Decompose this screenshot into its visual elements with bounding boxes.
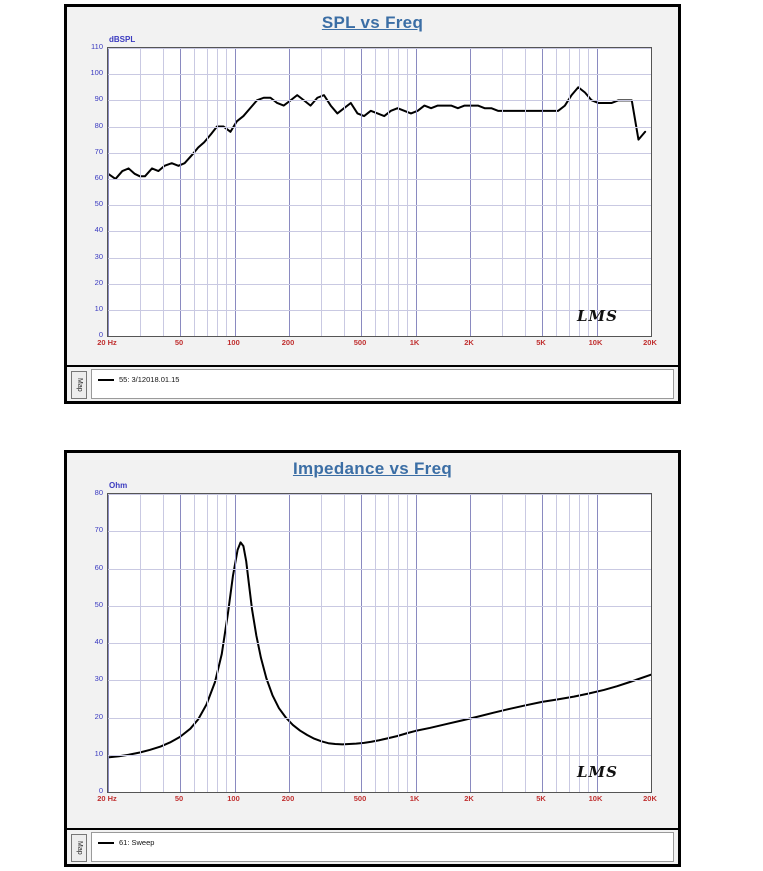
y-axis-tick-label: 30 xyxy=(94,674,103,684)
gridline-vertical xyxy=(207,48,208,336)
gridline-vertical-major xyxy=(289,48,290,336)
gridline-vertical xyxy=(407,48,408,336)
gridline-vertical-major xyxy=(597,48,598,336)
y-axis-tick-label: 0 xyxy=(98,786,103,795)
y-axis-tick-label: 70 xyxy=(94,525,103,535)
y-axis-tick-label: 40 xyxy=(94,637,103,646)
gridline-horizontal xyxy=(108,755,651,756)
gridline-horizontal xyxy=(108,100,651,101)
gridline-vertical xyxy=(588,48,589,336)
gridline-horizontal xyxy=(108,74,651,75)
x-axis-tick-label: 10K xyxy=(588,338,603,347)
gridline-horizontal xyxy=(108,284,651,285)
spl-legend-bar xyxy=(67,365,678,401)
x-axis-tick-label: 100 xyxy=(227,794,240,803)
gridline-vertical xyxy=(502,48,503,336)
impedance-legend-entry-label: 61: Sweep xyxy=(119,838,155,847)
spl-legend-entry-label: 55: 3/12018.01.15 xyxy=(119,375,180,384)
impedance-legend-box xyxy=(91,832,674,862)
x-axis-tick-label: 2K xyxy=(464,794,474,803)
spl-plot-canvas xyxy=(107,47,652,337)
data-series-line xyxy=(108,542,651,757)
y-axis-tick-label: 0 xyxy=(98,330,103,339)
y-axis-tick-label: 70 xyxy=(94,146,103,156)
x-axis-tick-label: 50 xyxy=(174,794,184,803)
y-axis-tick-label: 20 xyxy=(94,711,103,721)
x-axis-tick-label: 1K xyxy=(409,794,420,803)
impedance-legend-swatch-icon xyxy=(98,842,114,844)
y-axis-tick-label: 10 xyxy=(94,303,103,313)
gridline-horizontal xyxy=(108,179,651,180)
x-axis-tick-label: 200 xyxy=(281,338,295,347)
y-axis-tick-label: 60 xyxy=(94,562,103,572)
impedance-plot-canvas xyxy=(107,493,652,793)
gridline-vertical xyxy=(398,48,399,336)
impedance-legend-bar xyxy=(67,828,678,864)
y-axis-tick-label: 100 xyxy=(90,68,103,78)
impedance-chart-title: Impedance vs Freq xyxy=(292,459,453,478)
x-axis-tick-label: 50 xyxy=(174,338,184,347)
spl-chart-panel xyxy=(64,4,681,404)
gridline-vertical xyxy=(217,48,218,336)
gridline-horizontal xyxy=(108,127,651,128)
impedance-legend-entry xyxy=(98,838,154,847)
gridline-vertical xyxy=(569,48,570,336)
gridline-horizontal xyxy=(108,153,651,154)
x-axis-tick-label: 20K xyxy=(643,794,657,803)
y-axis-tick-label: 50 xyxy=(94,599,103,609)
gridline-vertical xyxy=(525,48,526,336)
y-axis-tick-label: 10 xyxy=(94,748,103,758)
gridline-vertical-major xyxy=(108,48,109,336)
impedance-chart-panel xyxy=(64,450,681,867)
impedance-plot-area xyxy=(67,481,678,816)
gridline-vertical xyxy=(556,48,557,336)
y-axis-tick-label: 50 xyxy=(94,199,103,209)
gridline-horizontal xyxy=(108,48,651,49)
impedance-y-unit-label: Ohm xyxy=(109,481,128,490)
impedance-map-button[interactable]: Map xyxy=(71,834,87,862)
gridline-vertical-major xyxy=(542,48,543,336)
y-axis-tick-label: 80 xyxy=(94,120,103,130)
gridline-horizontal xyxy=(108,718,651,719)
gridline-vertical xyxy=(344,48,345,336)
y-axis-tick-label: 60 xyxy=(94,172,103,182)
x-axis-tick-label: 200 xyxy=(281,794,295,803)
spl-y-unit-label: dBSPL xyxy=(109,35,136,44)
spl-legend-entry xyxy=(98,375,179,384)
x-axis-tick-label: 1K xyxy=(409,338,420,347)
gridline-vertical xyxy=(579,48,580,336)
gridline-vertical-major xyxy=(361,48,362,336)
gridline-horizontal xyxy=(108,310,651,311)
y-axis-tick-label: 40 xyxy=(94,225,103,235)
gridline-horizontal xyxy=(108,680,651,681)
gridline-horizontal xyxy=(108,569,651,570)
x-axis-tick-label: 20K xyxy=(643,338,657,347)
x-axis-tick-label: 20 Hz xyxy=(97,338,117,347)
gridline-horizontal xyxy=(108,643,651,644)
x-axis-tick-label: 500 xyxy=(353,338,367,347)
gridline-horizontal xyxy=(108,258,651,259)
spl-legend-swatch-icon xyxy=(98,379,114,381)
gridline-vertical xyxy=(375,48,376,336)
gridline-vertical-major xyxy=(235,48,236,336)
spl-watermark: LMS xyxy=(577,307,618,325)
x-axis-tick-label: 20 Hz xyxy=(97,794,117,803)
y-axis-tick-label: 110 xyxy=(91,42,103,51)
x-axis-tick-label: 500 xyxy=(353,794,367,803)
spl-trace-svg xyxy=(108,48,652,337)
y-axis-tick-label: 90 xyxy=(94,94,103,104)
gridline-vertical xyxy=(388,48,389,336)
spl-map-button[interactable]: Map xyxy=(71,371,87,399)
gridline-horizontal xyxy=(108,494,651,495)
gridline-vertical-major xyxy=(416,48,417,336)
y-axis-tick-label: 20 xyxy=(94,277,103,287)
gridline-vertical xyxy=(226,48,227,336)
gridline-horizontal xyxy=(108,531,651,532)
gridline-vertical-major xyxy=(470,48,471,336)
x-axis-tick-label: 100 xyxy=(227,338,240,347)
gridline-horizontal xyxy=(108,205,651,206)
x-axis-tick-label: 5K xyxy=(536,338,546,347)
gridline-horizontal xyxy=(108,606,651,607)
y-axis-tick-label: 80 xyxy=(94,488,103,497)
spl-chart-title: SPL vs Freq xyxy=(321,13,424,32)
gridline-horizontal xyxy=(108,231,651,232)
gridline-vertical xyxy=(163,48,164,336)
x-axis-tick-label: 5K xyxy=(536,794,546,803)
gridline-vertical xyxy=(321,48,322,336)
x-axis-tick-label: 10K xyxy=(588,794,603,803)
gridline-vertical-major xyxy=(180,48,181,336)
spl-legend-box xyxy=(91,369,674,399)
impedance-watermark: LMS xyxy=(577,763,618,781)
y-axis-tick-label: 30 xyxy=(94,251,103,261)
x-axis-tick-label: 2K xyxy=(464,338,474,347)
spl-plot-area xyxy=(67,35,678,355)
gridline-vertical xyxy=(140,48,141,336)
gridline-vertical xyxy=(194,48,195,336)
